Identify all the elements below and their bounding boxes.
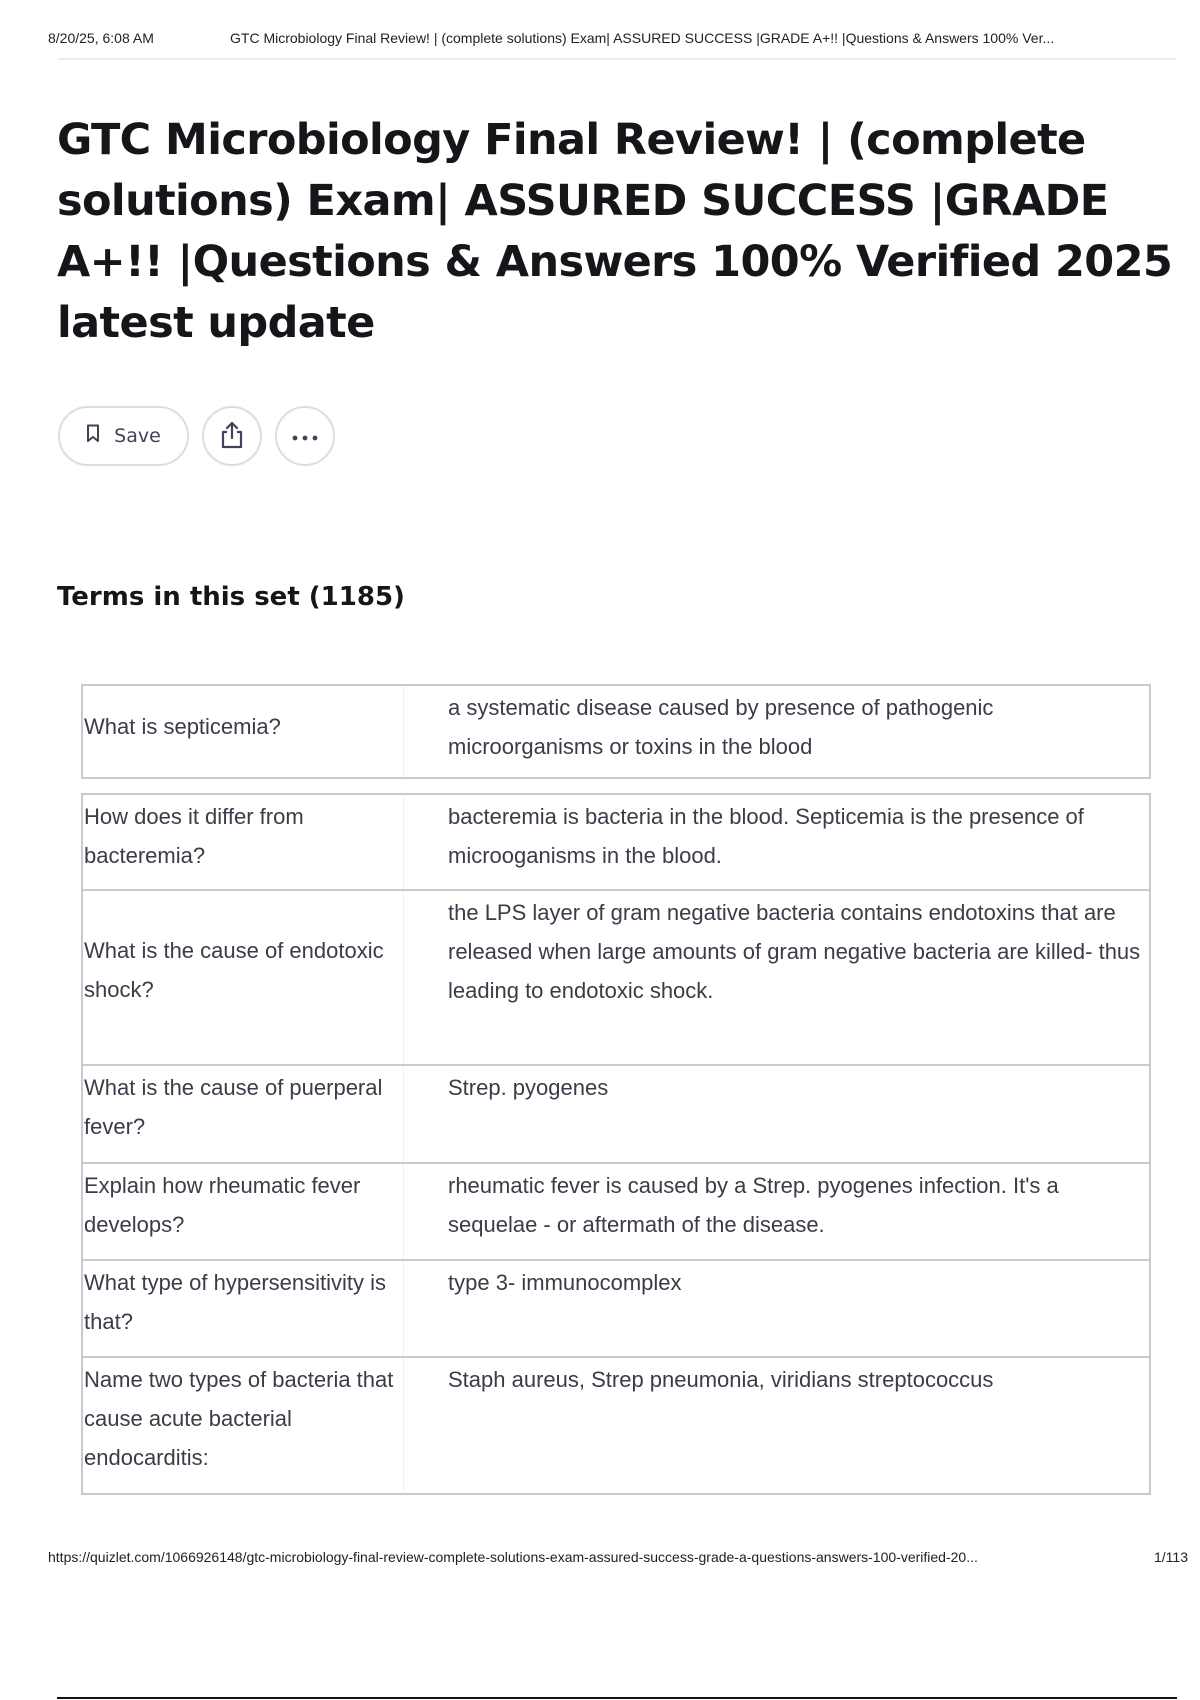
print-date: 8/20/25, 6:08 AM <box>48 30 154 46</box>
term-card[interactable] <box>81 793 1151 891</box>
term-card[interactable] <box>81 684 1151 779</box>
definition-text: the LPS layer of gram negative bacteria contains endotoxins that are released when large amounts of gram negative bacteria are killed- thus leading to endotoxic shock. <box>448 900 1141 1003</box>
page-url: https://quizlet.com/1066926148/gtc-microbiology-final-review-complete-solutions-exam-assured-success-grade-a-questions-answers-100-verified-20... <box>48 1549 978 1565</box>
term-text: What is the cause of endotoxic shock? <box>83 891 404 1064</box>
action-bar <box>58 406 335 466</box>
save-label: Save <box>114 425 161 447</box>
bottom-divider <box>57 1697 1177 1699</box>
more-horizontal-icon <box>292 429 318 444</box>
term-text: Name two types of bacteria that cause acute bacterial endocarditis: <box>83 1358 404 1493</box>
term-card-list <box>81 684 1151 1495</box>
print-doc-title: GTC Microbiology Final Review! | (complete solutions) Exam| ASSURED SUCCESS |GRADE A+!! |Questions & Answers 100% Ver... <box>230 30 1055 46</box>
bookmark-icon <box>86 424 100 448</box>
term-card[interactable] <box>81 1261 1151 1358</box>
definition-text: Staph aureus, Strep pneumonia, viridians streptococcus <box>448 1367 994 1392</box>
term-card[interactable] <box>81 1358 1151 1495</box>
share-button[interactable] <box>202 406 262 466</box>
print-footer <box>48 1549 1188 1565</box>
term-text: What is septicemia? <box>83 686 404 777</box>
share-icon <box>219 421 245 452</box>
term-card[interactable] <box>81 891 1151 1066</box>
page-title: GTC Microbiology Final Review! | (complete solutions) Exam| ASSURED SUCCESS |GRADE A+!! |Questions & Answers 100% Verified 2025 latest update <box>57 115 1173 348</box>
term-text: What type of hypersensitivity is that? <box>83 1261 404 1356</box>
term-text: How does it differ from bacteremia? <box>83 795 404 889</box>
definition-text: Strep. pyogenes <box>448 1075 609 1100</box>
term-text: Explain how rheumatic fever develops? <box>83 1164 404 1259</box>
definition-text: a systematic disease caused by presence of pathogenic microorganisms or toxins in the blood <box>448 695 994 759</box>
save-button[interactable] <box>58 406 189 466</box>
definition-text: type 3- immunocomplex <box>448 1270 682 1295</box>
page-number: 1/113 <box>1154 1549 1188 1565</box>
definition-text: rheumatic fever is caused by a Strep. pyogenes infection. It's a sequelae - or aftermath of the disease. <box>448 1173 1059 1237</box>
print-header <box>48 30 1178 46</box>
term-card[interactable] <box>81 1066 1151 1164</box>
more-options-button[interactable] <box>275 406 335 466</box>
term-card[interactable] <box>81 1164 1151 1261</box>
header-divider <box>58 58 1176 60</box>
term-text: What is the cause of puerperal fever? <box>83 1066 404 1162</box>
definition-text: bacteremia is bacteria in the blood. Septicemia is the presence of microoganisms in the blood. <box>448 804 1084 868</box>
terms-heading: Terms in this set (1185) <box>57 582 405 612</box>
